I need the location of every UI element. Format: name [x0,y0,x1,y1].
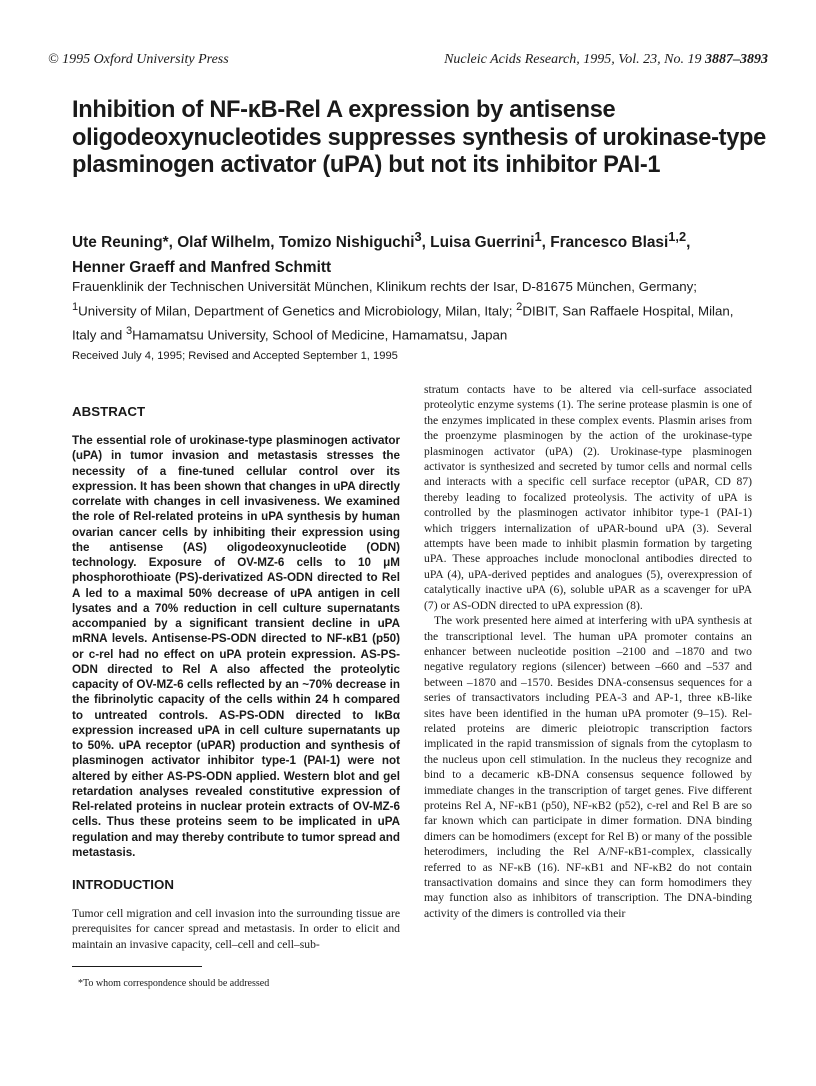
author-mark: 1,2 [668,229,687,244]
left-column [72,404,400,952]
author-mark: 3 [414,229,422,244]
introduction-heading: INTRODUCTION [72,877,174,892]
author-name: Ute Reuning [72,234,163,252]
author-list [72,224,772,280]
journal-name: Nucleic Acids Research, 1995, Vol. 23, No. 19 [444,52,702,67]
page-range: 3887–3893 [705,52,768,67]
affiliation-mark: 3 [125,325,133,338]
abstract-heading: ABSTRACT [72,404,146,419]
intro-paragraph-continued: stratum contacts have to be altered via cell-surface associated proteolytic enzyme systems (1). The serine protease plasmin is one of the enzymes implicated in these complex events. Plasmin arises from the proenzyme plasminogen by the action of the urokinase-type plasminogen activator (uPA) (2). Urokinase-type plasminogen activator is synthesized and secreted by tumor cells and normal cells and interacts with a specific cell surface receptor (uPAR, CD 87) thereby leading to focalized proteolysis. The activity of uPA is controlled by the plasminogen activator inhibitor type-1 (PAI-1) which triggers internalization of uPAR-bound uPA (3). Several attempts have been made to inhibit plasmin formation by targeting uPA. These approaches include monoclonal antibodies directed to uPA (4), uPA-derived peptides and analogues (5), overexpression of catalytically inactive uPA (6), soluble uPAR as a scavenger for uPA (7) or AS-ODN directed to uPA expression (8). [424,383,752,612]
author-sep: , [686,234,691,252]
affiliation-text: Italy and [72,327,126,343]
affiliation-text: DIBIT, San Raffaele Hospital, Milan, [522,303,734,319]
affiliations [72,276,772,346]
author-mark: 1 [534,229,542,244]
intro-paragraph: Tumor cell migration and cell invasion into the surrounding tissue are prerequisites for cancer spread and metastasis. In order to elicit and maintain an invasive capacity, cell–cell and cell–sub- [72,907,400,951]
author-name: Henner Graeff and Manfred Schmitt [72,259,332,277]
correspondence-footnote: *To whom correspondence should be addressed [78,978,270,989]
abstract-text: The essential role of urokinase-type plasminogen activator (uPA) in tumor invasion and metastasis stresses the necessity of a fine-tuned cellular control over its expression. It has been shown that changes in uPA directly correlate with changes in cell invasiveness. We examined the role of Rel-related proteins in uPA synthesis by human ovarian cancer cells by inhibiting their expression using the antisense (AS) oligodeoxynucleotide (ODN) technology. Exposure of OV-MZ-6 cells to 10 μM phosphorothioate (PS)-derivatized AS-ODN directed to Rel A led to a maximal 50% decrease of uPA antigen in cell lysates and a 70% reduction in cell culture supernatants accompanied by a significant transient decline in uPA mRNA levels. Antisense-PS-ODN directed to NF-κB1 (p50) or c-rel had no effect on uPA protein expression. AS-PS-ODN directed to Rel A also affected the proteolytic capacity of OV-MZ-6 cells reflected by an ~70% decrease in the fibrinolytic capacity of the cells within 24 h compared to untreated controls. AS-PS-ODN directed to IκBα expression increased uPA in cell culture supernatants up to 50%. uPA receptor (uPAR) production and synthesis of plasminogen activator inhibitor type-1 (PAI-1) were not altered by either AS-PS-ODN applied. Western blot and gel retardation analyses revealed constitutive expression of Rel-related proteins in nuclear protein extracts of OV-MZ-6 cells. Thus these proteins seem to be implicated in uPA regulation and may thereby contribute to tumor spread and metastasis. [72,434,400,859]
intro-paragraph: The work presented here aimed at interfering with uPA synthesis at the transcriptional level. The human uPA promoter contains an enhancer between nucleotide position –2100 and –1870 and two negative regulatory regions (silencer) between –660 and –537 and between –1870 and –1570. Besides DNA-consensus sequences for a series of transactivators including PEA-3 and AP-1, three κB-like sites have been identified in the human uPA promoter (9–15). Rel-related proteins are dimeric pleiotropic transcription factors implicated in the rapid transmission of signals from the cytoplasm to the nucleus upon cell stimulation. In the nucleus they recognize and bind to a decameric κB-DNA consensus sequence followed by immediate changes in the transcription of target genes. Five different proteins Rel A, NF-κB1 (p50), NF-κB2 (p52), c-rel and Rel B are so far known which can participate in dimer formation. DNA binding dimers can be homodimers (except for Rel B) or many of the possible heterodimers, including the Rel A/NF-κB1-complex, classically referred to as NF-κB (16). NF-κB1 and NF-κB2 do not contain transactivation domains and since they can form homodimers they may function also as inhibitors of transcription. The DNA-binding activity of the dimers is controlled via their [424,614,752,920]
author-name: , Luisa Guerrini [421,234,535,252]
author-name: , Francesco Blasi [541,234,669,252]
right-column [424,382,752,921]
affiliation-mark: 1 [72,301,79,313]
affiliation-text: University of Milan, Department of Genetics and Microbiology, Milan, Italy; [78,303,517,319]
affiliation-text: Hamamatsu University, School of Medicine, Hamamatsu, Japan [132,327,508,343]
copyright-notice: © 1995 Oxford University Press [48,52,229,67]
affiliation-main: Frauenklinik der Technischen Universität München, Klinikum rechts der Isar, D-81675 München, Germany; [72,279,697,294]
affiliation-mark: 2 [516,301,523,313]
journal-citation [444,52,768,68]
footnote-divider [72,966,202,967]
received-dates: Received July 4, 1995; Revised and Accepted September 1, 1995 [72,350,398,362]
article-title: Inhibition of NF-κB-Rel A expression by antisense oligodeoxynucleotides suppresses synthesis of urokinase-type plasminogen activator (uPA) but not its inhibitor PAI-1 [72,97,766,178]
author-mark: * [162,234,169,252]
author-name: , Olaf Wilhelm, Tomizo Nishiguchi [168,234,415,252]
